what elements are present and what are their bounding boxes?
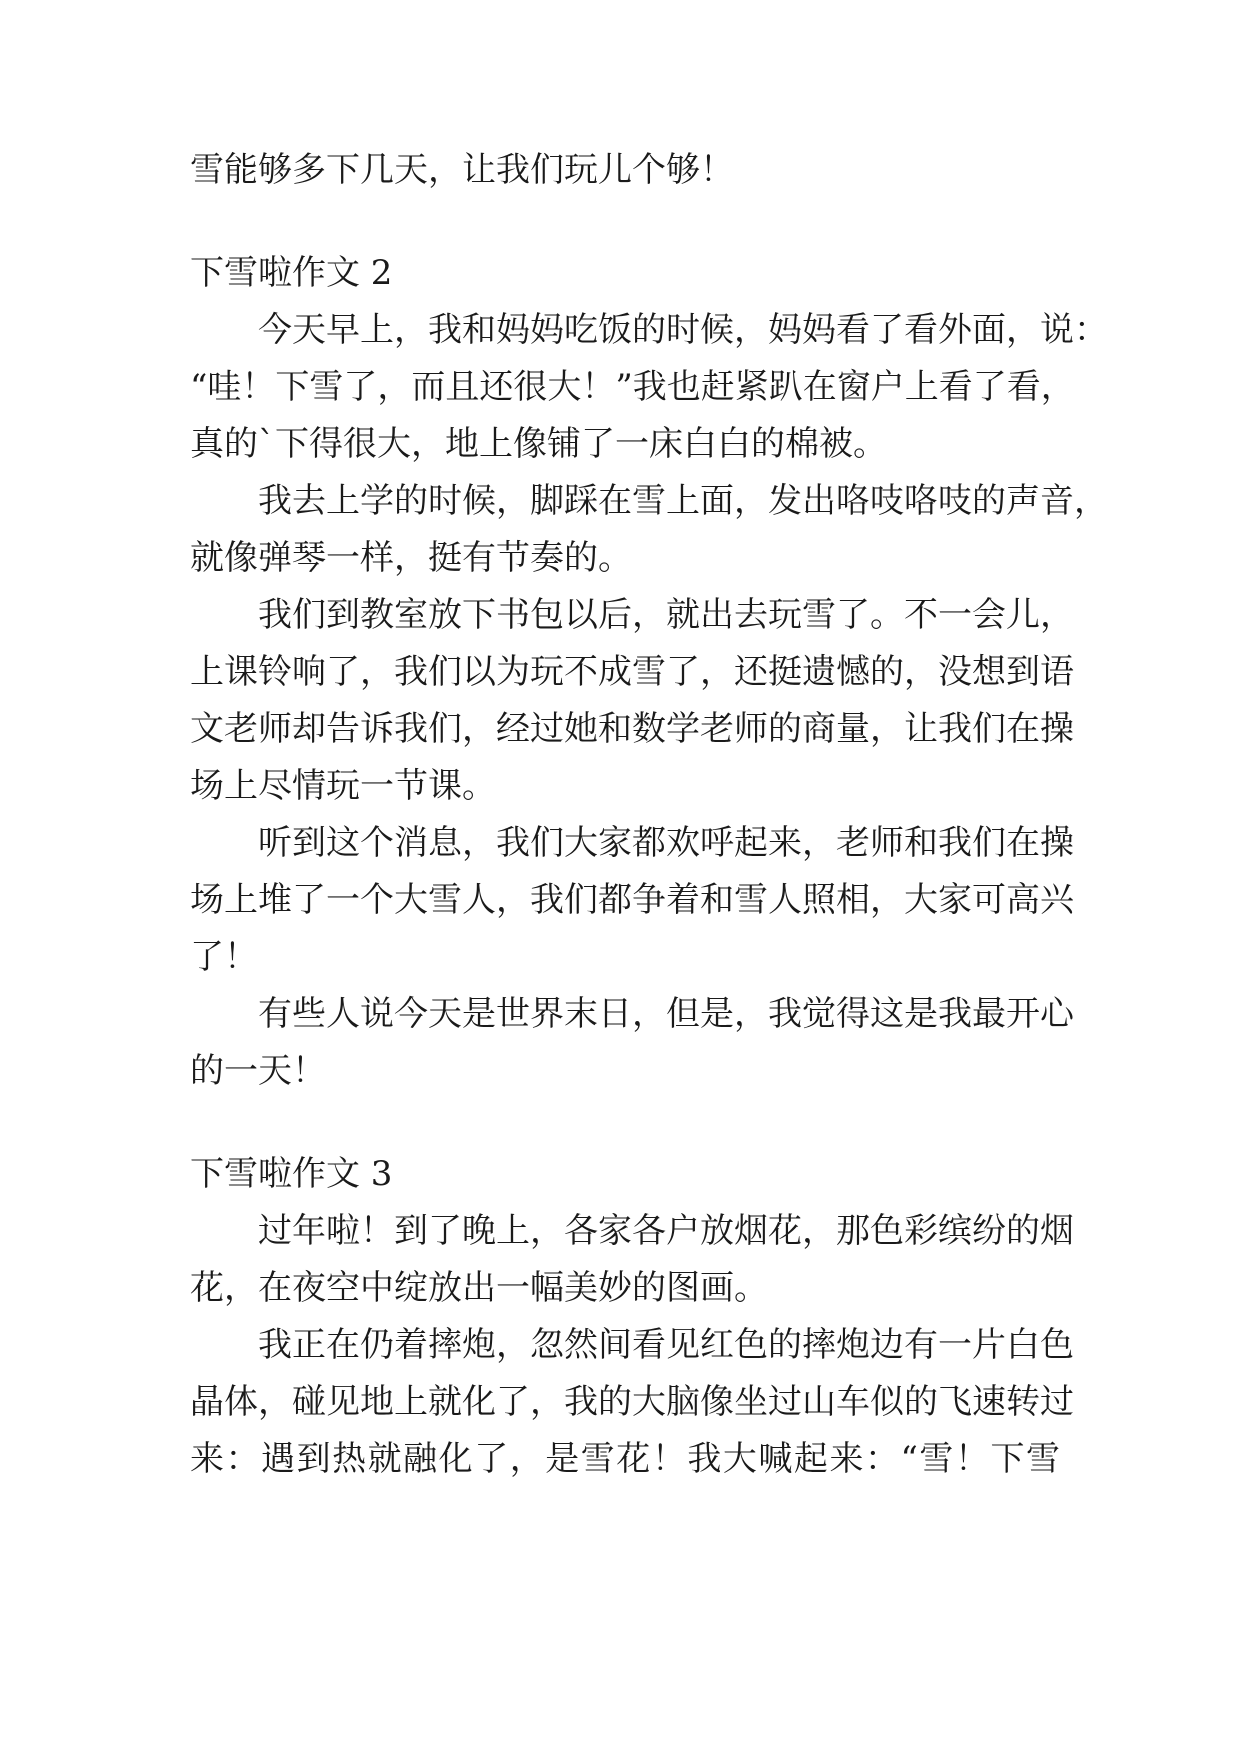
paragraph-line: 我去上学的时候，脚踩在雪上面，发出咯吱咯吱的声音， [258,481,1108,521]
paragraph-line: 我正在仍着摔炮，忽然间看见红色的摔炮边有一片白色 [258,1325,1074,1365]
paragraph-line: 过年啦！到了晚上，各家各户放烟花，那色彩缤纷的烟 [258,1211,1074,1251]
paragraph-line: 文老师却告诉我们，经过她和数学老师的商量，让我们在操 [190,709,1074,749]
paragraph-line: 场上堆了一个大雪人，我们都争着和雪人照相，大家可高兴 [190,880,1074,920]
paragraph-line: 今天早上，我和妈妈吃饭的时候，妈妈看了看外面，说： [258,310,1108,350]
paragraph-line: “哇！下雪了，而且还很大！”我也赶紧趴在窗户上看了看， [190,367,1075,407]
paragraph-line: 场上尽情玩一节课。 [190,766,496,806]
paragraph-line: 真的`下得很大，地上像铺了一床白白的棉被。 [190,424,887,464]
paragraph-line: 上课铃响了，我们以为玩不成雪了，还挺遗憾的，没想到语 [190,652,1074,692]
paragraph-line: 我们到教室放下书包以后，就出去玩雪了。不一会儿， [258,595,1074,635]
paragraph-line: 来：遇到热就融化了，是雪花！我大喊起来：“雪！下雪 [190,1439,1060,1479]
paragraph-line: 雪能够多下几天，让我们玩儿个够！ [190,150,734,190]
paragraph-line: 了！ [190,937,258,977]
paragraph-line: 有些人说今天是世界末日，但是，我觉得这是我最开心 [258,994,1074,1034]
paragraph-line: 花，在夜空中绽放出一幅美妙的图画。 [190,1268,768,1308]
section-heading: 下雪啦作文 3 [190,1154,393,1194]
section-heading: 下雪啦作文 2 [190,253,393,293]
paragraph-line: 晶体，碰见地上就化了，我的大脑像坐过山车似的飞速转过 [190,1382,1074,1422]
paragraph-line: 的一天！ [190,1051,326,1091]
paragraph-line: 听到这个消息，我们大家都欢呼起来，老师和我们在操 [258,823,1074,863]
paragraph-line: 就像弹琴一样，挺有节奏的。 [190,538,632,578]
